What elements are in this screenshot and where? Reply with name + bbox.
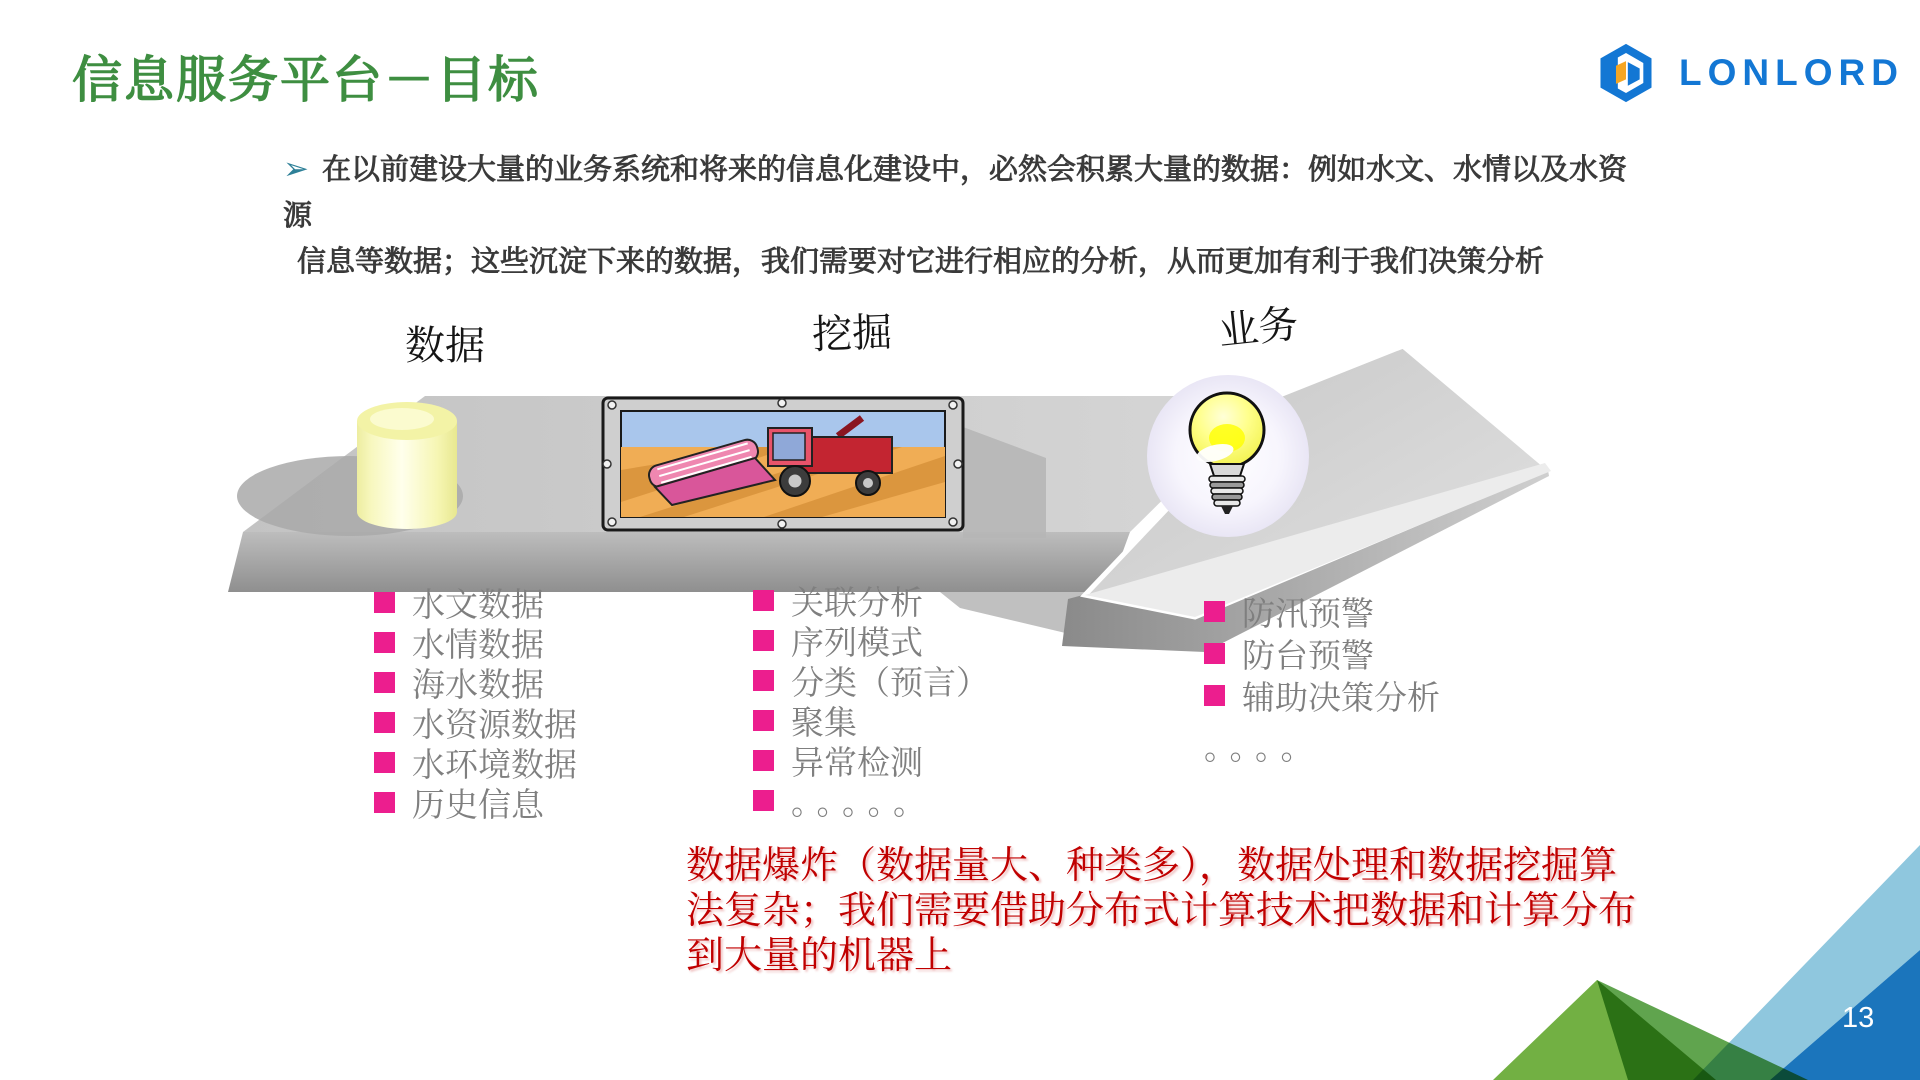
note-line2: 法复杂；我们需要借助分布式计算技术把数据和计算分布 — [686, 890, 1637, 932]
list-item-label: 水环境数据 — [412, 747, 577, 784]
ellipsis-item — [753, 780, 989, 820]
bullet-square-icon — [753, 590, 774, 611]
list-item — [753, 700, 989, 740]
bullet-square-icon — [753, 710, 774, 731]
list-item — [1204, 632, 1440, 674]
bullet-square-icon — [374, 792, 395, 813]
bullet-square-icon — [1204, 685, 1225, 706]
bullet-square-icon — [753, 750, 774, 771]
list-item-label: 关联分析 — [791, 585, 923, 622]
harvester-picture — [603, 398, 963, 530]
page-title: 信息服务平台－目标 — [72, 52, 540, 108]
column-header-data: 数据 — [405, 323, 485, 368]
bullet-square-icon — [374, 712, 395, 733]
bullet-square-icon — [374, 592, 395, 613]
list-item — [753, 740, 989, 780]
arrow-bullet-icon: ➢ — [283, 151, 309, 186]
list-item-label: 聚集 — [791, 705, 857, 742]
list-item — [1204, 674, 1440, 716]
data-list — [374, 582, 577, 822]
bullet-square-icon — [374, 752, 395, 773]
intro-line2: 信息等数据；这些沉淀下来的数据，我们需要对它进行相应的分析，从而更加有利于我们决策分析 — [297, 246, 1545, 278]
list-item — [374, 662, 577, 702]
bullet-square-icon — [1204, 643, 1225, 664]
list-item-label: 水资源数据 — [412, 707, 577, 744]
data-cylinder-icon — [357, 402, 457, 529]
company-logo — [1585, 40, 1904, 106]
ellipsis-item: 。。。。 — [1204, 731, 1323, 767]
list-item — [753, 660, 989, 700]
column-header-mining: 挖掘 — [811, 309, 893, 358]
list-item-label: 辅助决策分析 — [1242, 680, 1440, 717]
list-item — [753, 580, 989, 620]
list-item — [374, 742, 577, 782]
page-number: 13 — [1842, 1002, 1875, 1034]
red-note — [686, 844, 1666, 979]
mining-list — [753, 580, 989, 820]
list-item-label: 。。。。。 — [791, 785, 935, 822]
list-item-label: 分类（预言） — [791, 665, 989, 702]
list-item-label: 历史信息 — [412, 787, 544, 824]
logo-text: LONLORD — [1679, 52, 1904, 93]
column-header-business: 业务 — [1216, 300, 1301, 355]
light-bulb-icon — [1147, 375, 1309, 537]
list-item-label: 序列模式 — [791, 625, 923, 662]
list-item — [374, 702, 577, 742]
note-line3: 到大量的机器上 — [686, 935, 953, 977]
list-item-label: 海水数据 — [412, 667, 544, 704]
intro-paragraph — [283, 146, 1643, 285]
business-list — [1204, 590, 1440, 769]
list-item-label: 异常检测 — [791, 745, 923, 782]
bullet-square-icon — [1204, 601, 1225, 622]
bullet-square-icon — [753, 670, 774, 691]
intro-line1: 在以前建设大量的业务系统和将来的信息化建设中，必然会积累大量的数据：例如水文、水情以及水资源 — [283, 154, 1627, 232]
list-item — [753, 620, 989, 660]
list-item — [374, 582, 577, 622]
list-item-label: 防汛预警 — [1242, 596, 1374, 633]
bullet-square-icon — [374, 672, 395, 693]
list-item-label: 水文数据 — [412, 587, 544, 624]
list-item — [374, 782, 577, 822]
bullet-square-icon — [753, 790, 774, 811]
logo-hexagon-icon — [1585, 40, 1667, 106]
list-item — [374, 622, 577, 662]
list-item-label: 水情数据 — [412, 627, 544, 664]
bullet-square-icon — [753, 630, 774, 651]
bullet-square-icon — [374, 632, 395, 653]
note-line1: 数据爆炸（数据量大、种类多），数据处理和数据挖掘算 — [686, 845, 1618, 887]
list-item — [1204, 590, 1440, 632]
list-item-label: 防台预警 — [1242, 638, 1374, 675]
